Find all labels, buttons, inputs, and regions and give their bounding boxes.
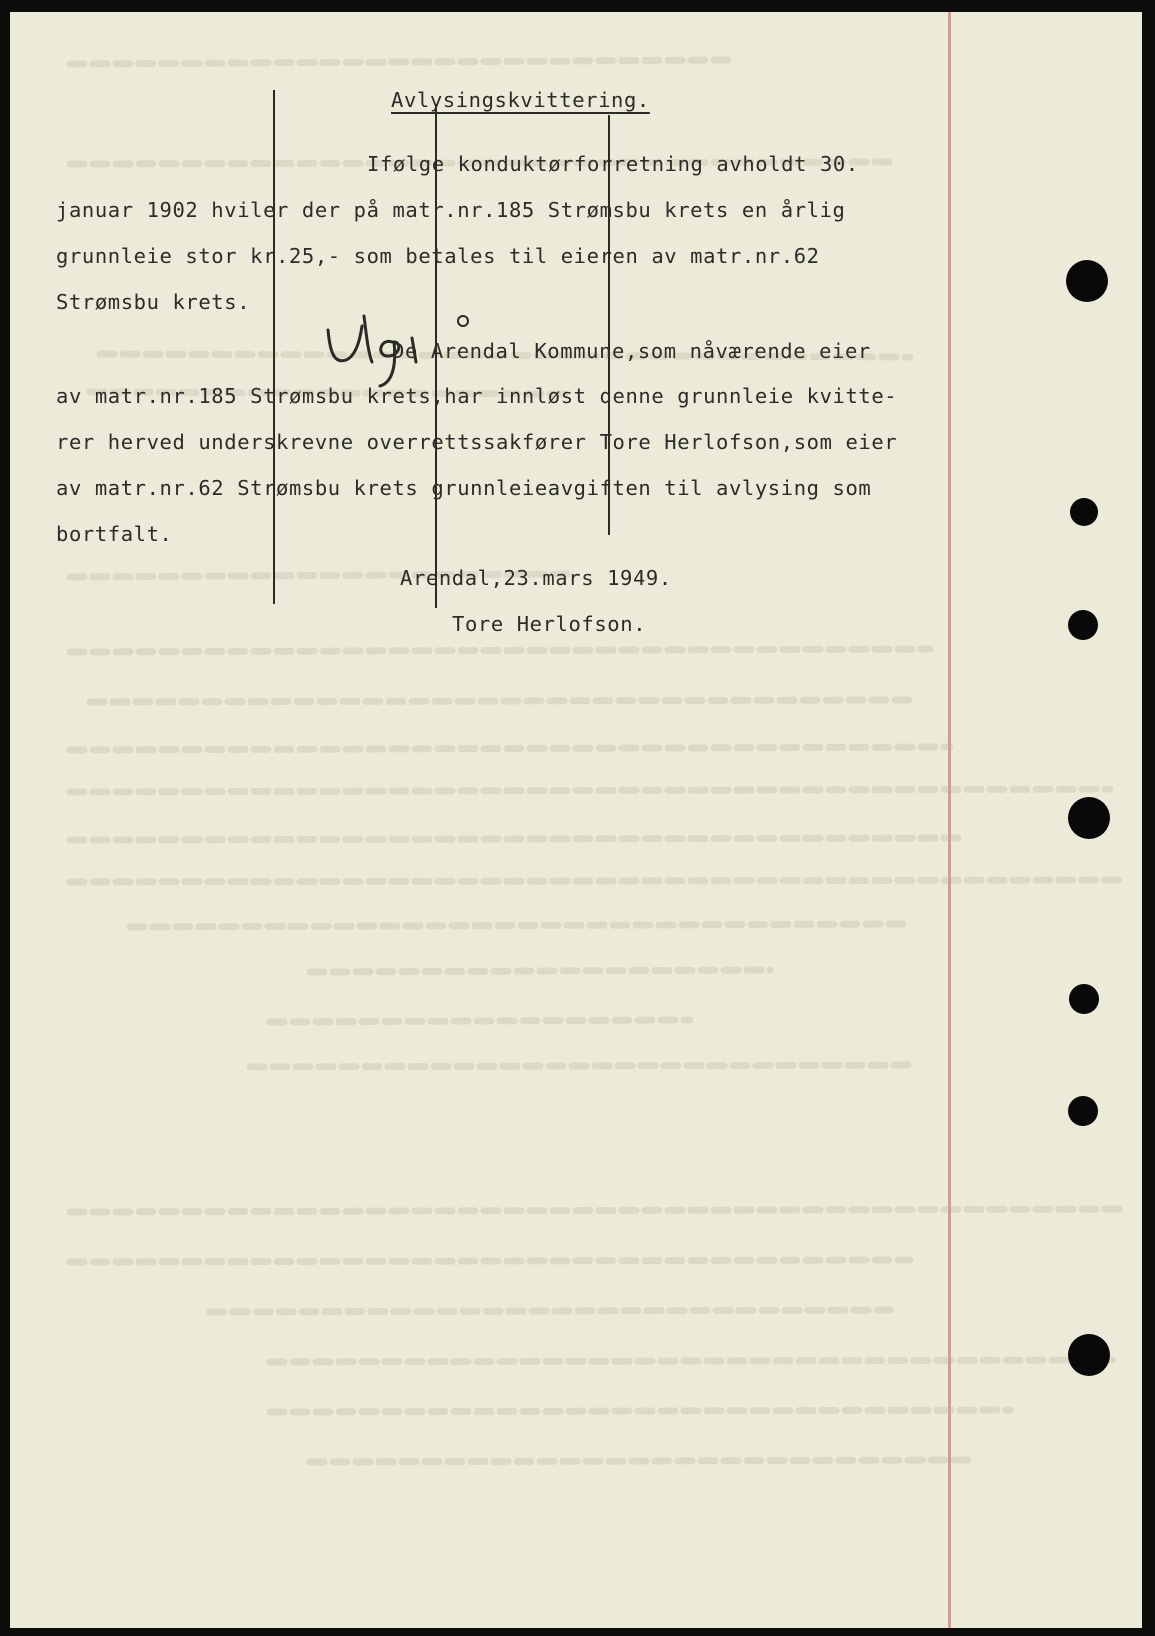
paragraph2-line-3: rer herved underskrevne overrettssakfører Tore Herlofson,som eier — [56, 430, 898, 454]
document-title: Avlysingskvittering. — [391, 88, 650, 112]
paragraph2-line-4: av matr.nr.62 Strømsbu krets grunnleieavgiften til avlysing som — [56, 476, 872, 500]
paragraph2-line-2: av matr.nr.185 Strømsbu krets,har innløst denne grunnleie kvitte- — [56, 384, 898, 408]
place-and-date: Arendal,23.mars 1949. — [400, 566, 672, 590]
signer-name: Tore Herlofson. — [452, 612, 647, 636]
punch-hole-7 — [1068, 1334, 1110, 1376]
paragraph1-line-1: Ifølge konduktørforretning avholdt 30. — [367, 152, 859, 176]
paragraph1-line-4: Strømsbu krets. — [56, 290, 251, 314]
paragraph1-line-3: grunnleie stor kr.25,- som betales til eieren av matr.nr.62 — [56, 244, 820, 268]
punch-hole-3 — [1068, 610, 1098, 640]
punch-hole-5 — [1069, 984, 1099, 1014]
paragraph2-line-5: bortfalt. — [56, 522, 173, 546]
document-page — [10, 12, 1142, 1628]
punch-hole-6 — [1068, 1096, 1098, 1126]
punch-hole-2 — [1070, 498, 1098, 526]
typewritten-text — [10, 12, 1142, 1628]
paragraph1-line-2: januar 1902 hviler der på matr.nr.185 Strømsbu krets en årlig — [56, 198, 846, 222]
punch-hole-4 — [1068, 797, 1110, 839]
paragraph2-line-1: De Arendal Kommune,som nåværende eier — [392, 339, 871, 363]
punch-hole-1 — [1066, 260, 1108, 302]
